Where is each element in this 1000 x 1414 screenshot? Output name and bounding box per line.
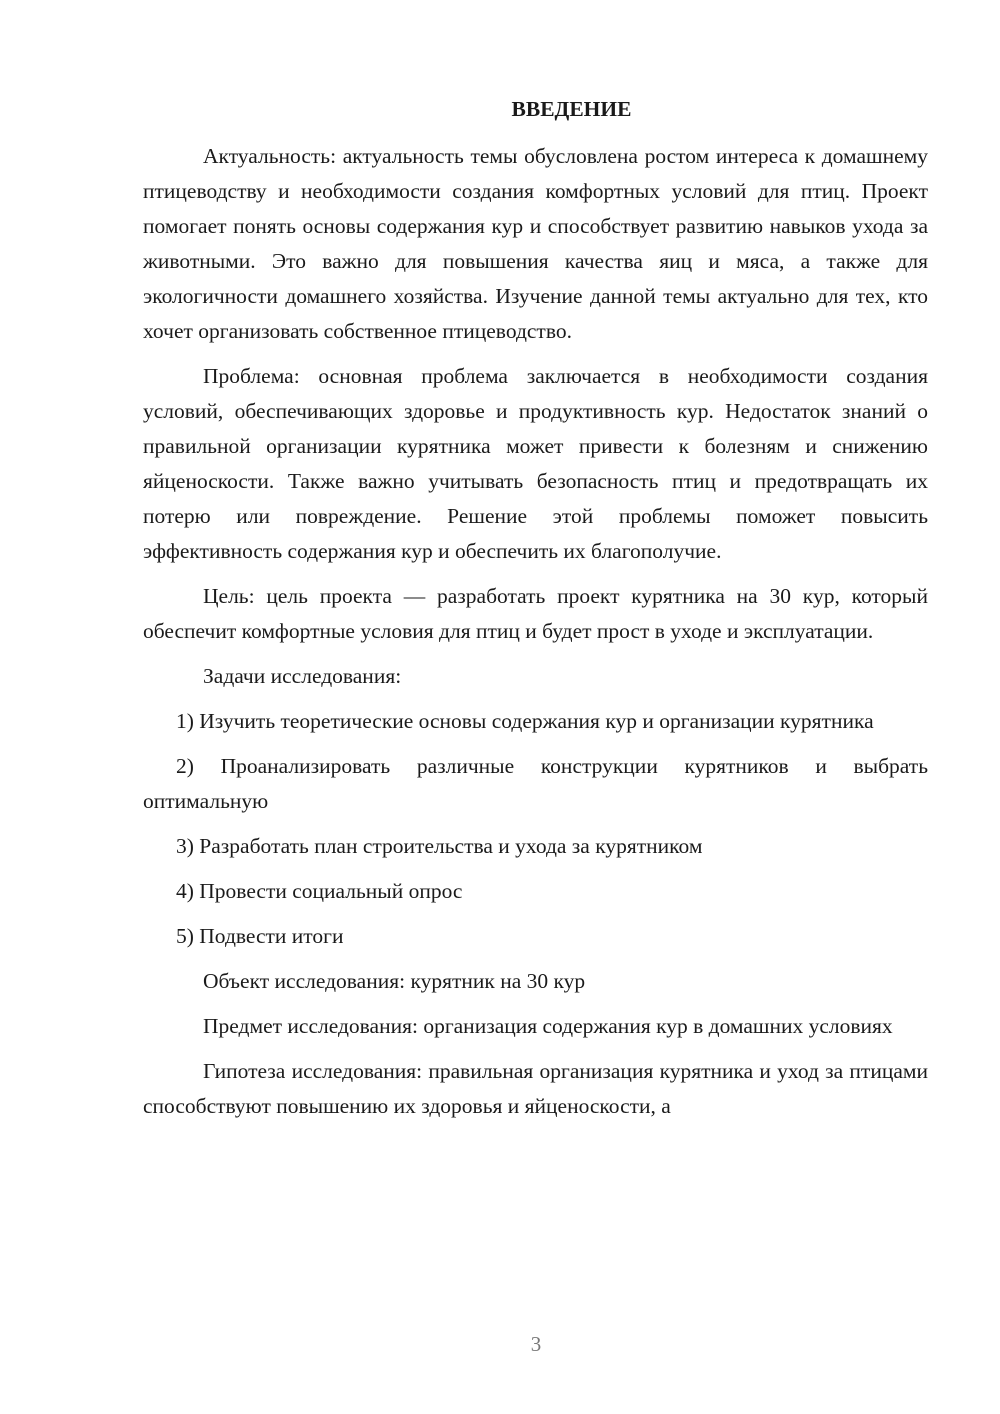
task-item-5: 5) Подвести итоги — [176, 924, 344, 948]
task-item-1: 1) Изучить теоретические основы содержания кур и организации курятника — [176, 709, 874, 733]
relevance-paragraph: Актуальность: актуальность темы обусловлена ростом интереса к домашнему птицеводству и необходимости создания комфортных условий для птиц. Проект помогает понять основы содержания кур и способствует развитию навыков ухода за животными. Это важно для повышения качества яиц и мяса, а также для экологичности домашнего хозяйства. Изучение данной темы актуально для тех, кто хочет организовать собственное птицеводство. — [143, 144, 928, 343]
object-paragraph: Объект исследования: курятник на 30 кур — [203, 969, 586, 993]
subject-paragraph: Предмет исследования: организация содержания кур в домашних условиях — [203, 1014, 893, 1038]
task-item-4: 4) Провести социальный опрос — [176, 879, 463, 903]
section-heading: ВВЕДЕНИЕ — [511, 97, 632, 121]
task-item-3: 3) Разработать план строительства и ухода за курятником — [176, 834, 703, 858]
tasks-label: Задачи исследования: — [203, 664, 402, 688]
problem-paragraph: Проблема: основная проблема заключается в необходимости создания условий, обеспечивающих здоровье и продуктивность кур. Недостаток знаний о правильной организации курятника может привести к болезням и снижению яйценоскости. Также важно учитывать безопасность птиц и предотвращать их потерю или повреждение. Решение этой проблемы поможет повысить эффективность содержания кур и обеспечить их благополучие. — [143, 364, 928, 563]
task-item-2: 2) Проанализировать различные конструкции курятников и выбрать оптимальную — [143, 754, 928, 813]
hypothesis-paragraph: Гипотеза исследования: правильная организация курятника и уход за птицами способствуют повышению их здоровья и яйценоскости, а — [143, 1059, 928, 1118]
page-number: 3 — [530, 1332, 542, 1356]
document-page — [143, 92, 928, 1134]
goal-paragraph: Цель: цель проекта — разработать проект курятника на 30 кур, который обеспечит комфортные условия для птиц и будет прост в уходе и эксплуатации. — [143, 584, 928, 643]
